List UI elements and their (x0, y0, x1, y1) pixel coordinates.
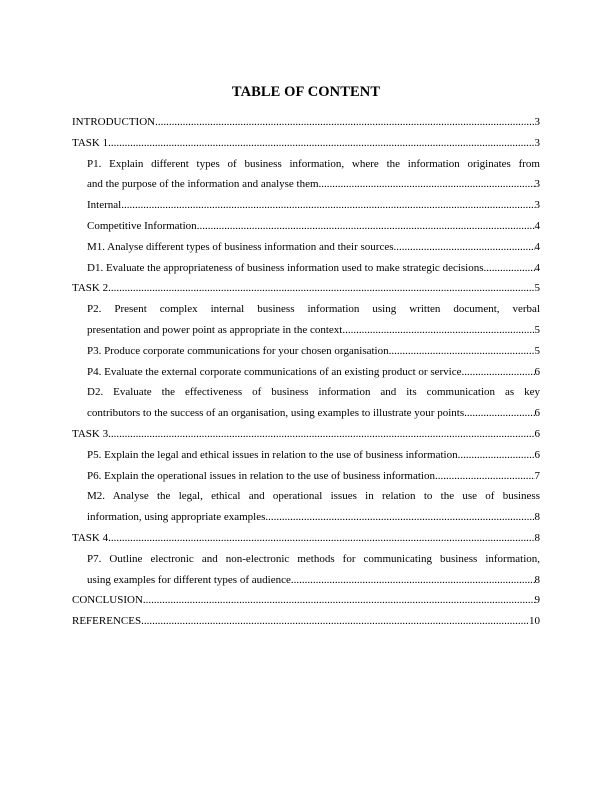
toc-entry-label: INTRODUCTION (72, 116, 156, 128)
dot-leader (319, 174, 535, 195)
toc-entry-label-line-1: P2. Present complex internal business information using written document, verbal (87, 303, 540, 316)
toc-entry-label-line-2: information, using appropriate examples (87, 511, 266, 524)
dot-leader (108, 528, 534, 549)
toc-page-number: 6 (534, 448, 540, 461)
toc-page-number: 3 (534, 136, 540, 149)
toc-entry-p4[interactable] (72, 362, 540, 383)
dot-leader (464, 403, 534, 424)
dot-leader (342, 320, 534, 341)
toc-entry-label-line-1: M2. Analyse the legal, ethical and operational issues in relation to the use of business (87, 490, 540, 503)
toc-entry-p3[interactable] (72, 341, 540, 362)
toc-entry-p7[interactable] (72, 549, 540, 591)
dot-leader (108, 424, 534, 445)
toc-entry-label: Competitive Information (87, 219, 197, 232)
toc-entry-label-line-2: using examples for different types of audience (87, 573, 291, 586)
toc-entry-m1[interactable] (72, 237, 540, 258)
toc-page-number: 5 (534, 323, 540, 336)
toc-entry-conclusion[interactable] (72, 590, 540, 611)
toc-entry-d1[interactable] (72, 258, 540, 279)
toc-entry-label: M1. Analyse different types of business information and their sources (87, 240, 394, 253)
toc-entry-label: TASK 4 (72, 531, 109, 544)
dot-leader (108, 133, 534, 154)
toc-entry-internal[interactable] (72, 195, 540, 216)
toc-page-number: 6 (534, 407, 540, 420)
toc-page-number: 5 (534, 282, 540, 295)
dot-leader (197, 216, 535, 237)
toc-entry-label-line-2: and the purpose of the information and analyse them (87, 178, 319, 191)
toc-entry-d2[interactable] (72, 382, 540, 424)
dot-leader (394, 237, 535, 258)
toc-entry-m2[interactable] (72, 486, 540, 528)
toc-page-number: 6 (534, 427, 540, 440)
dot-leader (458, 445, 535, 466)
toc-entry-label-line-1: P1. Explain different types of business information, where the information originates from (87, 157, 540, 170)
toc-entry-label: TASK 2 (72, 282, 109, 295)
toc-page-number: 9 (534, 594, 540, 607)
toc-page-number: 8 (534, 531, 540, 544)
toc-entry-label-line-2: presentation and power point as appropriate in the context (87, 323, 343, 336)
toc-entry-label: P3. Produce corporate communications for your chosen organisation (87, 344, 389, 357)
dot-leader (389, 341, 535, 362)
toc-entry-label: D1. Evaluate the appropriateness of business information used to make strategic decisions (87, 261, 484, 274)
dot-leader (143, 590, 535, 611)
toc-page-number: 4 (534, 261, 540, 274)
toc-entry-label: P6. Explain the operational issues in relation to the use of business information (87, 469, 435, 482)
toc-entry-competitive-information[interactable] (72, 216, 540, 237)
dot-leader (291, 570, 535, 591)
toc-page-number: 7 (534, 469, 540, 482)
toc-title: TABLE OF CONTENT (231, 84, 381, 100)
toc-page-number: 3 (534, 116, 540, 128)
toc-entry-label: TASK 3 (72, 427, 109, 440)
toc-entry-label: P5. Explain the legal and ethical issues in relation to the use of business information (87, 448, 458, 461)
dot-leader (484, 258, 535, 279)
toc-entry-label: CONCLUSION (72, 594, 143, 607)
dot-leader (108, 278, 534, 299)
toc-entry-label: REFERENCES (72, 615, 142, 628)
toc-page-number: 4 (534, 219, 540, 232)
toc-page-number: 3 (534, 199, 540, 212)
toc-entry-p2[interactable] (72, 299, 540, 341)
dot-leader (155, 112, 534, 133)
dot-leader (461, 362, 534, 383)
dot-leader (265, 507, 534, 528)
toc-entry-introduction[interactable] (72, 112, 540, 133)
toc-entry-label: TASK 1 (72, 136, 109, 149)
toc-entry-label-line-2: contributors to the success of an organisation, using examples to illustrate your points (87, 407, 465, 420)
toc-entry-task-3[interactable] (72, 424, 540, 445)
toc-entry-label: Internal (87, 199, 122, 212)
toc-page-number: 3 (534, 178, 540, 191)
toc-entry-label-line-1: P7. Outline electronic and non-electronic methods for communicating business information, (87, 552, 540, 565)
dot-leader (141, 611, 529, 632)
toc-page-number: 8 (534, 511, 540, 524)
toc-entry-task-1[interactable] (72, 133, 540, 154)
toc-entry-label-line-1: D2. Evaluate the effectiveness of business information and its communication as key (87, 386, 540, 399)
toc-entry-task-4[interactable] (72, 528, 540, 549)
dot-leader (121, 195, 534, 216)
toc-entry-p1[interactable] (72, 154, 540, 196)
toc-page-number: 5 (534, 344, 540, 357)
toc-page-number: 8 (534, 573, 540, 586)
toc-page-number: 6 (534, 365, 540, 378)
toc-entry-references[interactable] (72, 611, 540, 632)
toc-page-number: 10 (529, 615, 540, 628)
table-of-contents (72, 112, 540, 632)
toc-page-number: 4 (534, 240, 540, 253)
toc-entry-label: P4. Evaluate the external corporate communications of an existing product or service (87, 365, 462, 378)
toc-entry-task-2[interactable] (72, 278, 540, 299)
toc-entry-p5[interactable] (72, 445, 540, 466)
dot-leader (435, 466, 535, 487)
toc-entry-p6[interactable] (72, 466, 540, 487)
